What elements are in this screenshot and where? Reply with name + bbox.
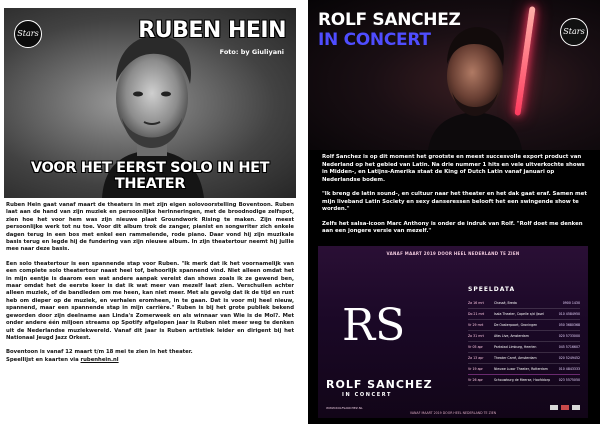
tour-date-row: Vr 05 apr Parkstad Limburg, Heerlen 045 5716607: [468, 342, 580, 353]
sponsor-logo: [550, 405, 558, 410]
ruben-hein-title: RUBEN HEIN: [138, 18, 286, 43]
stars-logo-badge: Stars: [14, 20, 42, 48]
poster-website[interactable]: WWW.ROLFSANCHEZ.NL: [326, 406, 363, 410]
poster-in-concert: IN CONCERT: [342, 392, 393, 398]
tickets-line-prefix: Speellijst en kaarten via: [6, 356, 81, 363]
rolf-portrait-illustration: [420, 20, 530, 150]
tour-dates-list: [468, 298, 580, 386]
tour-date-row: Vr 26 apr Schouwburg de Meerse, Hoofddorp 023 5575050: [468, 375, 580, 386]
sponsor-logo: [572, 405, 580, 410]
rolf-sanchez-page: [300, 0, 600, 424]
tour-date-row: Do 21 mrt Isala Theater, Capelle a/d IJssel 010 4584950: [468, 309, 580, 320]
article-paragraph-closing: [6, 349, 294, 364]
tour-date-row: Zo 31 mrt Afas Live, Amsterdam 020 5733000: [468, 331, 580, 342]
tour-date-row: Za 13 apr Theater Carré, Amsterdam 020 5249452: [468, 353, 580, 364]
tour-date-row: Vr 19 apr Nieuwe Luxor Theater, Rotterdam 010 4843333: [468, 364, 580, 375]
ruben-hein-article: [6, 202, 294, 364]
rolf-sanchez-article: [322, 154, 592, 243]
poster-divider: [468, 374, 580, 375]
sponsor-logo: [561, 405, 569, 410]
rs-monogram-logo: RS: [342, 300, 406, 351]
poster-artist-name: ROLF SANCHEZ: [326, 378, 433, 391]
speeldata-heading: SPEELDATA: [468, 286, 516, 293]
ruben-hein-photo: [4, 8, 296, 198]
in-concert-subtitle: IN CONCERT: [318, 30, 431, 50]
sponsor-logos: [550, 405, 580, 410]
tour-dates-line: Boventoon is vanaf 12 maart t/m 18 mei te zien in het theater.: [6, 349, 193, 356]
article-paragraph: Rolf Sanchez is op dit moment het grootste en meest succesvolle export product van Nederland op het gebied van Latin. Na drie nummer 1 hits en vele uitverkochte shows in Midden-, en Latijns-Amerika staat de King of Dutch Latin vanaf januari op Nederlandse bodem.: [322, 154, 585, 183]
article-quote: "Ik breng de latin sound-, en cultuur naar het theater en het dak gaat eraf. Samen met mijn liveband Latin Society en sexy danseressen belooft het een swingende show te worden.": [322, 191, 587, 212]
article-paragraph: Zelfs het salsa-icoon Marc Anthony is onder de indruk van Rolf. "Rolf doet me denken aan een jongere versie van mezelf.": [322, 220, 583, 234]
photo-caption: VOOR HET EERST SOLO IN HET THEATER: [30, 160, 270, 192]
photo-credit: Foto: by Giuliyani: [219, 48, 284, 56]
article-paragraph: Ruben Hein gaat vanaf maart de theaters in met zijn eigen solovoorstelling Boventoon. Ruben laat aan de hand van zijn muziek en persoonlijke herinneringen, met de broodnodige zelfspot, zien hoe het voor hem was zijn nieuwe plaat Groundwork Rising te maken. Zijn meest persoonlijke werk tot nu toe. Voor dit album trok de zanger, pianist en songwriter zich enkele dagen terug in een bos met enkel een rammelende, rode piano. Daar vond hij zijn muzikale basis terug en legde hij de fundering van zijn nieuwe album. In zijn theatertour neemt hij jullie mee naar deze basis.: [6, 202, 294, 253]
rubenhein-link[interactable]: rubenhein.nl: [80, 356, 119, 363]
stars-logo-badge: Stars: [560, 18, 588, 46]
tour-date-row: Vr 29 mrt De Oosterpoort, Groningen 050 3680368: [468, 320, 580, 331]
concert-poster: [318, 246, 588, 418]
rolf-sanchez-title: ROLF SANCHEZ: [318, 10, 461, 30]
article-paragraph: Een solo theatertour is een spannende stap voor Ruben. "Ik merk dat ik het voornamelijk van een complete solo theatertour naast heel tof, behoorlijk spannend vind. Niet alleen omdat het in mijn eentje is daarom een wat andere aanpak vereist dan shows zoals ik ze gewend ben, maar omdat het de eerste keer is dat ik wat meer van mezelf laat zien. Verschuilen achter alleen muziek, of de bandleden om me heen, kan niet meer. Met als gevolg dat ik de tijd en rust heb om dieper op de muziek, en verhalen eromheen, in te gaan. Dat is voor mij heel nieuw, spannend, maar een spannende stap in mijn carrière." Ruben is bij het grote publiek bekend geworden door zijn deelname aan Linda's Zomerweek en als winnaar van Wie is de Mol?. Met onder andere één miljoen streams op Spotify afgelopen jaar is Ruben niet meer weg te denken uit de Nederlandse muziekwereld. Vanaf dit jaar is Ruben artistiek leider en dirigent bij het Nationaal Jeugd Jazz Orkest.: [6, 260, 294, 341]
poster-bottom-tagline: VANAF MAART 2019 DOOR HEEL NEDERLAND TE ZIEN: [409, 411, 497, 415]
tour-date-row: Za 16 mrt Chassé, Breda 0900 1430: [468, 298, 580, 309]
rolf-sanchez-photo: [308, 0, 600, 150]
poster-tagline: VANAF MAART 2019 DOOR HEEL NEDERLAND TE ZIEN: [386, 251, 520, 256]
